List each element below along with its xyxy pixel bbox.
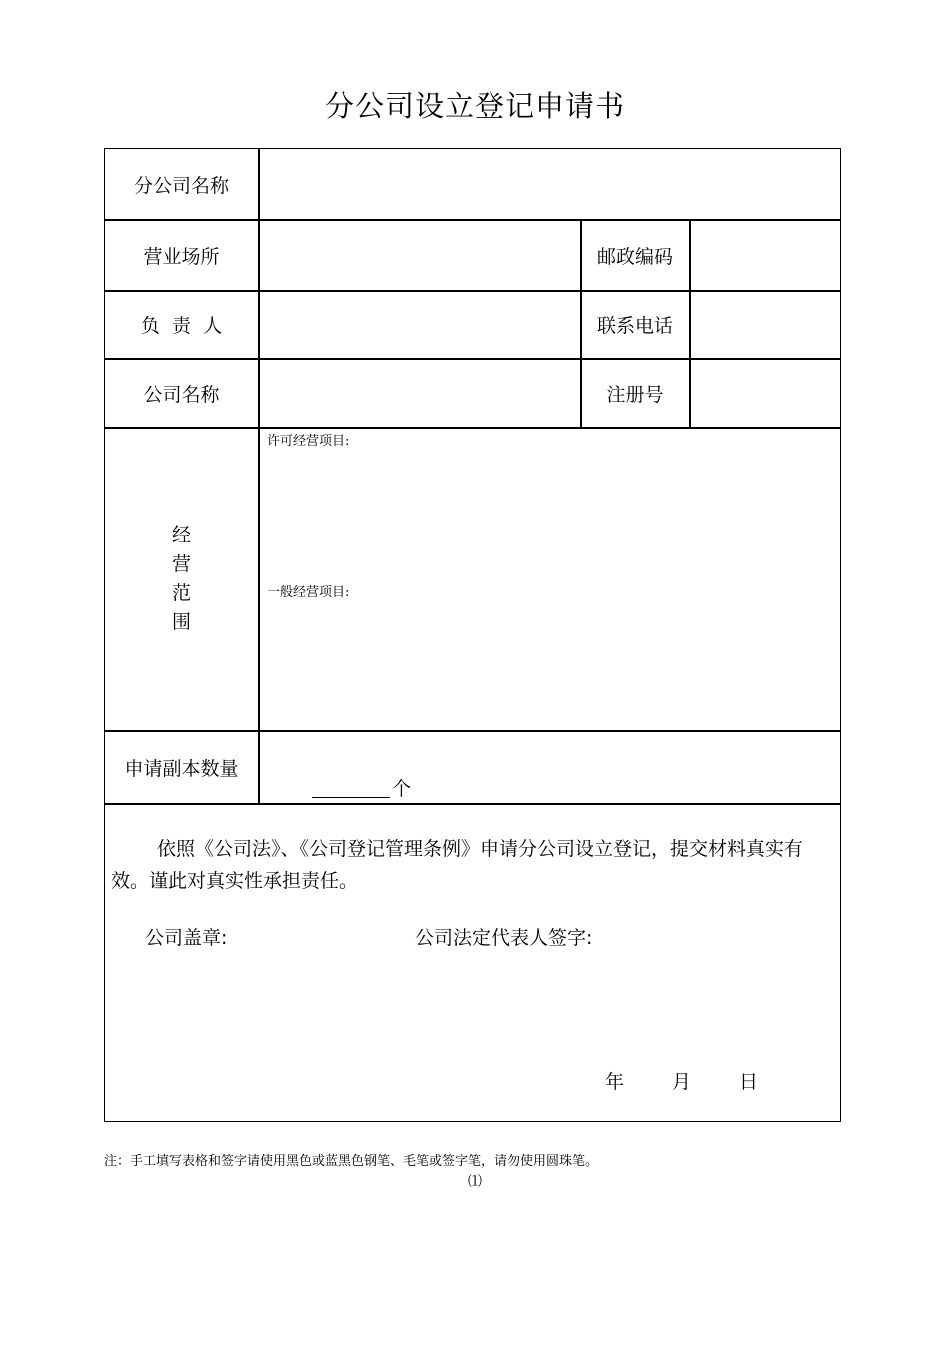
general-items-label: 一般经营项目: — [267, 585, 350, 600]
postcode-field[interactable] — [692, 222, 838, 288]
day-label: 日 — [739, 1071, 759, 1093]
copies-label: 申请副本数量 — [124, 757, 239, 780]
business-place-field[interactable] — [260, 222, 578, 288]
application-form-table — [104, 148, 841, 1122]
copies-unit: 个 — [392, 777, 412, 800]
registration-number-field[interactable] — [692, 361, 838, 425]
declaration-text: 依照《公司法》、《公司登记管理条例》申请分公司设立登记，提交材料真实有效。谨此对真实性承担责任。 — [111, 838, 804, 892]
scope-char: 营 — [171, 553, 191, 575]
copies-field-row — [312, 751, 411, 823]
date-spacer — [691, 1067, 739, 1094]
company-seal-label: 公司盖章: — [145, 927, 228, 949]
company-name-field[interactable] — [260, 361, 578, 425]
person-in-charge-field[interactable] — [260, 293, 578, 356]
licensed-items-label: 许可经营项目: — [267, 434, 350, 449]
scope-char: 经 — [171, 524, 191, 546]
legal-representative-signature-label: 公司法定代表人签字: — [415, 927, 593, 949]
scope-char: 围 — [171, 611, 191, 633]
footnote: 注：手工填写表格和签字请使用黑色或蓝黑色钢笔、毛笔或签字笔，请勿使用圆珠笔。 — [104, 1154, 599, 1169]
scope-char: 范 — [171, 582, 191, 604]
column-divider — [689, 219, 691, 428]
licensed-items-field[interactable] — [265, 447, 837, 577]
row-divider — [105, 427, 840, 429]
person-in-charge-label: 负 责 人 — [140, 315, 223, 337]
year-label: 年 — [605, 1071, 625, 1093]
month-label: 月 — [672, 1071, 692, 1093]
registration-number-label: 注册号 — [606, 383, 664, 406]
page-number: ⑴ — [468, 1174, 482, 1190]
phone-field[interactable] — [692, 293, 838, 356]
phone-label: 联系电话 — [596, 315, 673, 337]
date-spacer — [624, 1067, 672, 1094]
postcode-label: 邮政编码 — [596, 245, 673, 268]
legal-representative-signature-area[interactable] — [415, 954, 815, 1054]
business-place-label: 营业场所 — [143, 245, 220, 268]
row-divider — [105, 803, 840, 805]
branch-name-field[interactable] — [260, 151, 838, 217]
date-line — [605, 1067, 758, 1094]
company-seal-area[interactable] — [145, 954, 405, 1054]
general-items-field[interactable] — [265, 599, 837, 727]
company-name-label: 公司名称 — [143, 383, 220, 406]
copies-input-line[interactable] — [312, 777, 390, 798]
page-title: 分公司设立登记申请书 — [324, 89, 625, 123]
branch-name-label: 分公司名称 — [133, 174, 229, 197]
business-scope-label — [105, 521, 258, 637]
